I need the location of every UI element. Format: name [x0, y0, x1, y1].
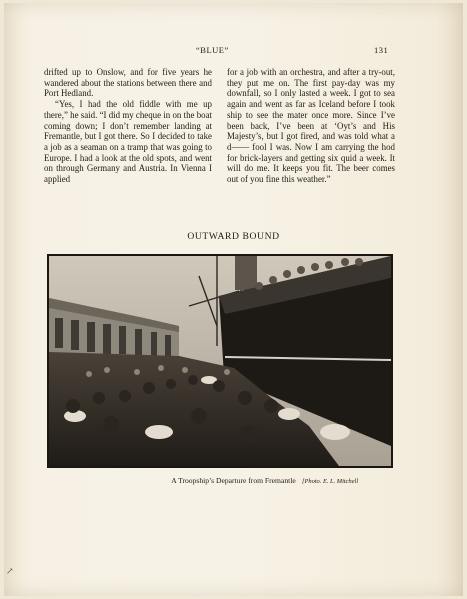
paragraph: drifted up to Onslow, and for five years he wandered about the stations between there and Port Hedland.	[44, 67, 212, 99]
section-heading: OUTWARD BOUND	[187, 231, 280, 242]
paragraph: “Yes, I had the old fiddle with me up there,” he said. “I did my cheque in on the boat coming down; I don’t remember landing at Fremantle, but I got there. So I decided to take a job as a seaman on a tramp that was going to Europe. I had a look at the old spots, and went on through Germany and Austria. In Vienna I applied	[44, 99, 212, 185]
paragraph: for a job with an orchestra, and after a try-out, they put me on. The first pay-day was my downfall, so I only lasted a week. I got to sea again and went as far as Iceland before I took ship to see the mater once more. Since I’ve been back, I’ve been at ‘Oyt’s and His Majesty’s, but I got fired, and was told what a d—— fool I was. Now I am carrying the hod for brick-layers and getting six quid a week. It will do me. It keeps you fit. The beer comes out of you fine this weather.”	[227, 67, 395, 185]
margin-mark: ↗	[6, 566, 14, 576]
figure-caption: A Troopship’s Departure from Fremantle	[171, 476, 296, 485]
page-number: 131	[374, 45, 389, 55]
photo-credit: [Photo. E. L. Mitchell	[302, 478, 359, 485]
left-text-column	[44, 67, 212, 185]
right-text-column	[227, 67, 395, 185]
running-title: “BLUE”	[196, 45, 229, 55]
photo-image	[49, 256, 391, 466]
troopship-photo	[47, 254, 393, 468]
